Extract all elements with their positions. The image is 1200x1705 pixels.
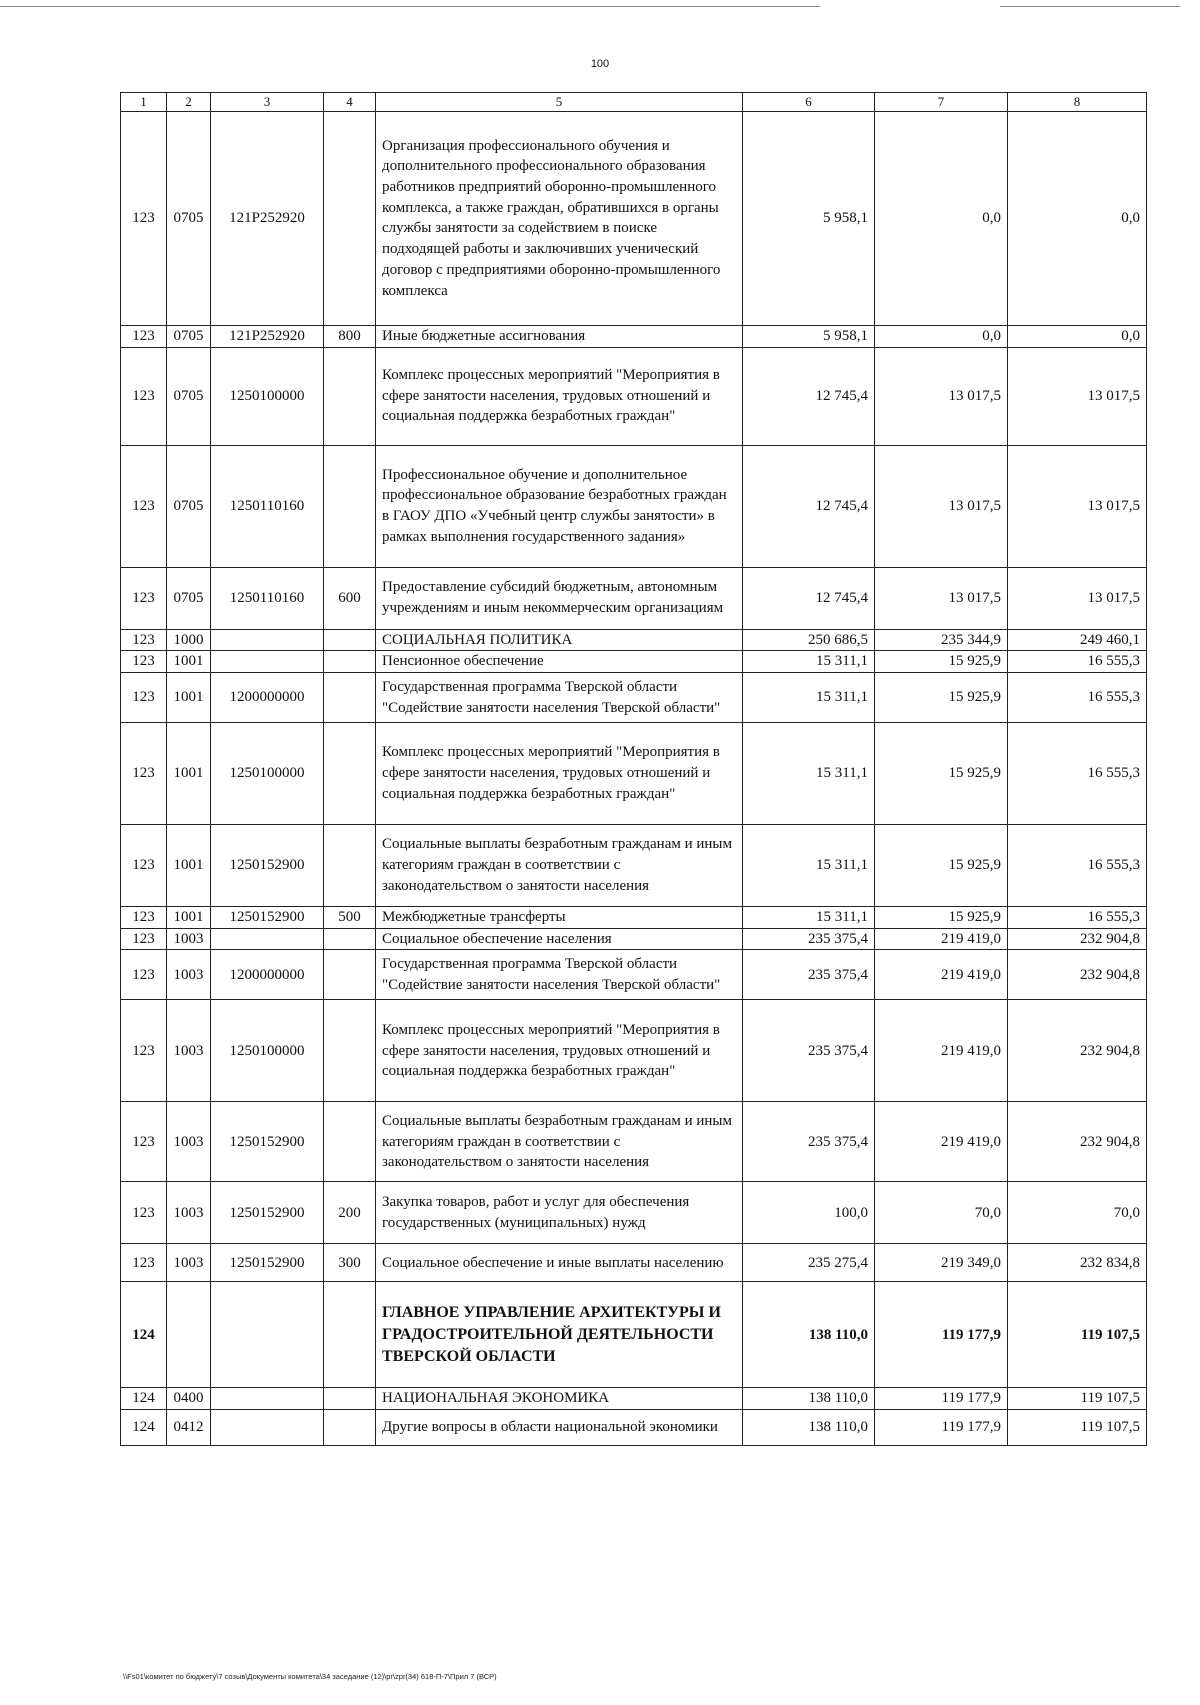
header-cell: 1 — [121, 93, 167, 112]
table-row — [121, 1282, 1147, 1388]
cell-c7: 13 017,5 — [875, 567, 1008, 629]
cell-c4 — [324, 347, 376, 445]
cell-c4 — [324, 111, 376, 325]
cell-c4 — [324, 673, 376, 723]
cell-c4 — [324, 928, 376, 950]
cell-c2: 1003 — [167, 950, 211, 1000]
cell-c1: 123 — [121, 325, 167, 347]
cell-c1: 123 — [121, 651, 167, 673]
cell-c7: 219 419,0 — [875, 928, 1008, 950]
cell-c6: 12 745,4 — [743, 347, 875, 445]
header-cell: 2 — [167, 93, 211, 112]
cell-c5: Закупка товаров, работ и услуг для обеспечения государственных (муниципальных) нужд — [376, 1182, 743, 1244]
cell-c8: 13 017,5 — [1008, 347, 1147, 445]
cell-c4 — [324, 1410, 376, 1446]
cell-c2: 0412 — [167, 1410, 211, 1446]
table-row — [121, 723, 1147, 825]
cell-c3: 1250110160 — [211, 445, 324, 567]
cell-c7: 15 925,9 — [875, 673, 1008, 723]
cell-c2: 0400 — [167, 1388, 211, 1410]
cell-c8: 119 107,5 — [1008, 1410, 1147, 1446]
cell-c3: 1250110160 — [211, 567, 324, 629]
table-row — [121, 347, 1147, 445]
cell-c2: 0705 — [167, 445, 211, 567]
cell-c7: 119 177,9 — [875, 1282, 1008, 1388]
cell-c5: Социальное обеспечение и иные выплаты населению — [376, 1244, 743, 1282]
cell-c8: 16 555,3 — [1008, 651, 1147, 673]
cell-c5: Межбюджетные трансферты — [376, 907, 743, 929]
cell-c8: 13 017,5 — [1008, 567, 1147, 629]
cell-c8: 232 834,8 — [1008, 1244, 1147, 1282]
cell-c3: 1250100000 — [211, 347, 324, 445]
table-row — [121, 1000, 1147, 1102]
cell-c5: Пенсионное обеспечение — [376, 651, 743, 673]
cell-c3: 1250152900 — [211, 825, 324, 907]
cell-c1: 123 — [121, 1102, 167, 1182]
cell-c3: 1200000000 — [211, 673, 324, 723]
cell-c7: 15 925,9 — [875, 723, 1008, 825]
cell-c4 — [324, 723, 376, 825]
cell-c6: 15 311,1 — [743, 673, 875, 723]
cell-c3 — [211, 928, 324, 950]
scan-edge-line — [1000, 6, 1180, 7]
table-row — [121, 1410, 1147, 1446]
cell-c3 — [211, 1410, 324, 1446]
cell-c7: 219 419,0 — [875, 1000, 1008, 1102]
cell-c8: 249 460,1 — [1008, 629, 1147, 651]
cell-c6: 15 311,1 — [743, 651, 875, 673]
cell-c7: 0,0 — [875, 111, 1008, 325]
cell-c1: 123 — [121, 567, 167, 629]
cell-c8: 0,0 — [1008, 325, 1147, 347]
budget-table — [120, 92, 1147, 1446]
cell-c4: 600 — [324, 567, 376, 629]
table-row — [121, 673, 1147, 723]
cell-c7: 219 419,0 — [875, 1102, 1008, 1182]
cell-c1: 123 — [121, 950, 167, 1000]
cell-c4 — [324, 950, 376, 1000]
cell-c5: Государственная программа Тверской области "Содействие занятости населения Тверской области" — [376, 673, 743, 723]
cell-c5: СОЦИАЛЬНАЯ ПОЛИТИКА — [376, 629, 743, 651]
cell-c6: 235 375,4 — [743, 950, 875, 1000]
cell-c2: 0705 — [167, 111, 211, 325]
cell-c2: 1003 — [167, 1244, 211, 1282]
cell-c6: 5 958,1 — [743, 325, 875, 347]
cell-c7: 119 177,9 — [875, 1388, 1008, 1410]
cell-c4 — [324, 1388, 376, 1410]
cell-c2: 1001 — [167, 673, 211, 723]
cell-c1: 123 — [121, 673, 167, 723]
cell-c7: 13 017,5 — [875, 445, 1008, 567]
cell-c8: 13 017,5 — [1008, 445, 1147, 567]
cell-c8: 16 555,3 — [1008, 673, 1147, 723]
cell-c2: 0705 — [167, 347, 211, 445]
cell-c5: Социальное обеспечение населения — [376, 928, 743, 950]
cell-c7: 15 925,9 — [875, 907, 1008, 929]
cell-c1: 124 — [121, 1410, 167, 1446]
cell-c6: 138 110,0 — [743, 1388, 875, 1410]
cell-c1: 124 — [121, 1282, 167, 1388]
cell-c6: 138 110,0 — [743, 1282, 875, 1388]
cell-c5: Комплекс процессных мероприятий "Мероприятия в сфере занятости населения, трудовых отношений и социальная поддержка безработных граждан" — [376, 723, 743, 825]
cell-c3 — [211, 1282, 324, 1388]
cell-c2: 1001 — [167, 723, 211, 825]
cell-c6: 250 686,5 — [743, 629, 875, 651]
cell-c2: 1003 — [167, 1000, 211, 1102]
cell-c5: Иные бюджетные ассигнования — [376, 325, 743, 347]
cell-c2: 1003 — [167, 928, 211, 950]
cell-c4 — [324, 825, 376, 907]
cell-c8: 232 904,8 — [1008, 928, 1147, 950]
cell-c1: 123 — [121, 907, 167, 929]
cell-c6: 235 375,4 — [743, 928, 875, 950]
cell-c1: 123 — [121, 1244, 167, 1282]
header-cell: 8 — [1008, 93, 1147, 112]
cell-c8: 232 904,8 — [1008, 950, 1147, 1000]
cell-c7: 0,0 — [875, 325, 1008, 347]
table-row — [121, 325, 1147, 347]
cell-c3 — [211, 651, 324, 673]
table-row — [121, 111, 1147, 325]
cell-c3 — [211, 1388, 324, 1410]
table-row — [121, 629, 1147, 651]
cell-c3: 1250152900 — [211, 907, 324, 929]
cell-c7: 219 419,0 — [875, 950, 1008, 1000]
cell-c5: Комплекс процессных мероприятий "Мероприятия в сфере занятости населения, трудовых отношений и социальная поддержка безработных граждан" — [376, 347, 743, 445]
cell-c5: НАЦИОНАЛЬНАЯ ЭКОНОМИКА — [376, 1388, 743, 1410]
cell-c8: 232 904,8 — [1008, 1102, 1147, 1182]
cell-c7: 70,0 — [875, 1182, 1008, 1244]
cell-c3: 1250152900 — [211, 1244, 324, 1282]
cell-c5: ГЛАВНОЕ УПРАВЛЕНИЕ АРХИТЕКТУРЫ И ГРАДОСТРОИТЕЛЬНОЙ ДЕЯТЕЛЬНОСТИ ТВЕРСКОЙ ОБЛАСТИ — [376, 1282, 743, 1388]
cell-c4 — [324, 445, 376, 567]
cell-c8: 232 904,8 — [1008, 1000, 1147, 1102]
cell-c8: 70,0 — [1008, 1182, 1147, 1244]
cell-c5: Государственная программа Тверской области "Содействие занятости населения Тверской области" — [376, 950, 743, 1000]
table-row — [121, 1102, 1147, 1182]
cell-c4: 500 — [324, 907, 376, 929]
page-number: 100 — [590, 58, 610, 70]
header-cell: 6 — [743, 93, 875, 112]
cell-c7: 15 925,9 — [875, 651, 1008, 673]
cell-c2: 1001 — [167, 825, 211, 907]
cell-c2: 1000 — [167, 629, 211, 651]
cell-c1: 123 — [121, 111, 167, 325]
cell-c6: 15 311,1 — [743, 907, 875, 929]
cell-c8: 0,0 — [1008, 111, 1147, 325]
cell-c6: 5 958,1 — [743, 111, 875, 325]
table-row — [121, 928, 1147, 950]
table-row — [121, 651, 1147, 673]
cell-c2: 1001 — [167, 651, 211, 673]
cell-c4 — [324, 1000, 376, 1102]
cell-c4 — [324, 1102, 376, 1182]
cell-c7: 235 344,9 — [875, 629, 1008, 651]
cell-c5: Комплекс процессных мероприятий "Мероприятия в сфере занятости населения, трудовых отношений и социальная поддержка безработных граждан" — [376, 1000, 743, 1102]
cell-c6: 235 375,4 — [743, 1000, 875, 1102]
cell-c7: 15 925,9 — [875, 825, 1008, 907]
cell-c1: 123 — [121, 723, 167, 825]
table-row — [121, 1388, 1147, 1410]
cell-c2: 0705 — [167, 567, 211, 629]
table-row — [121, 1244, 1147, 1282]
cell-c2 — [167, 1282, 211, 1388]
table-row — [121, 567, 1147, 629]
file-path-footer: \\Fs01\комитет по бюджету\7 созыв\Документы комитета\34 заседание (12)\pr\zpr(34) 618-П-7\Прил 7 (ВСР) — [123, 1672, 497, 1681]
scan-edge-line — [0, 6, 820, 7]
table-row — [121, 950, 1147, 1000]
cell-c4: 800 — [324, 325, 376, 347]
cell-c4: 200 — [324, 1182, 376, 1244]
cell-c3: 1200000000 — [211, 950, 324, 1000]
cell-c6: 12 745,4 — [743, 567, 875, 629]
cell-c1: 123 — [121, 629, 167, 651]
table-row — [121, 445, 1147, 567]
cell-c7: 13 017,5 — [875, 347, 1008, 445]
cell-c8: 119 107,5 — [1008, 1282, 1147, 1388]
cell-c1: 123 — [121, 1000, 167, 1102]
cell-c3: 121P252920 — [211, 111, 324, 325]
cell-c5: Предоставление субсидий бюджетным, автономным учреждениям и иным некоммерческим организациям — [376, 567, 743, 629]
cell-c8: 16 555,3 — [1008, 825, 1147, 907]
header-cell: 3 — [211, 93, 324, 112]
cell-c6: 12 745,4 — [743, 445, 875, 567]
table-row — [121, 825, 1147, 907]
cell-c4: 300 — [324, 1244, 376, 1282]
cell-c1: 124 — [121, 1388, 167, 1410]
cell-c1: 123 — [121, 445, 167, 567]
cell-c1: 123 — [121, 1182, 167, 1244]
cell-c3: 1250100000 — [211, 723, 324, 825]
cell-c6: 235 275,4 — [743, 1244, 875, 1282]
cell-c5: Другие вопросы в области национальной экономики — [376, 1410, 743, 1446]
header-row — [121, 93, 1147, 112]
cell-c3: 1250100000 — [211, 1000, 324, 1102]
cell-c4 — [324, 629, 376, 651]
cell-c8: 119 107,5 — [1008, 1388, 1147, 1410]
cell-c8: 16 555,3 — [1008, 907, 1147, 929]
header-cell: 5 — [376, 93, 743, 112]
cell-c1: 123 — [121, 825, 167, 907]
cell-c2: 1003 — [167, 1102, 211, 1182]
cell-c3: 121P252920 — [211, 325, 324, 347]
cell-c2: 0705 — [167, 325, 211, 347]
cell-c5: Организация профессионального обучения и дополнительного профессионального образования работников предприятий оборонно-промышленного комплекса, а также граждан, обратившихся в органы службы занятости за содействием в поиске подходящей работы и заключивших ученический договор с предприятиями оборонно-промышленного комплекса — [376, 111, 743, 325]
cell-c4 — [324, 651, 376, 673]
cell-c7: 219 349,0 — [875, 1244, 1008, 1282]
header-cell: 7 — [875, 93, 1008, 112]
cell-c6: 235 375,4 — [743, 1102, 875, 1182]
cell-c2: 1003 — [167, 1182, 211, 1244]
cell-c4 — [324, 1282, 376, 1388]
table-row — [121, 1182, 1147, 1244]
header-cell: 4 — [324, 93, 376, 112]
cell-c1: 123 — [121, 347, 167, 445]
cell-c2: 1001 — [167, 907, 211, 929]
cell-c6: 100,0 — [743, 1182, 875, 1244]
cell-c8: 16 555,3 — [1008, 723, 1147, 825]
cell-c6: 138 110,0 — [743, 1410, 875, 1446]
cell-c7: 119 177,9 — [875, 1410, 1008, 1446]
cell-c5: Социальные выплаты безработным гражданам и иным категориям граждан в соответствии с законодательством о занятости населения — [376, 825, 743, 907]
cell-c1: 123 — [121, 928, 167, 950]
cell-c6: 15 311,1 — [743, 825, 875, 907]
cell-c3: 1250152900 — [211, 1102, 324, 1182]
cell-c5: Профессиональное обучение и дополнительное профессиональное образование безработных граждан в ГАОУ ДПО «Учебный центр службы занятости» в рамках выполнения государственного задания» — [376, 445, 743, 567]
cell-c3 — [211, 629, 324, 651]
cell-c3: 1250152900 — [211, 1182, 324, 1244]
cell-c6: 15 311,1 — [743, 723, 875, 825]
table-row — [121, 907, 1147, 929]
cell-c5: Социальные выплаты безработным гражданам и иным категориям граждан в соответствии с законодательством о занятости населения — [376, 1102, 743, 1182]
